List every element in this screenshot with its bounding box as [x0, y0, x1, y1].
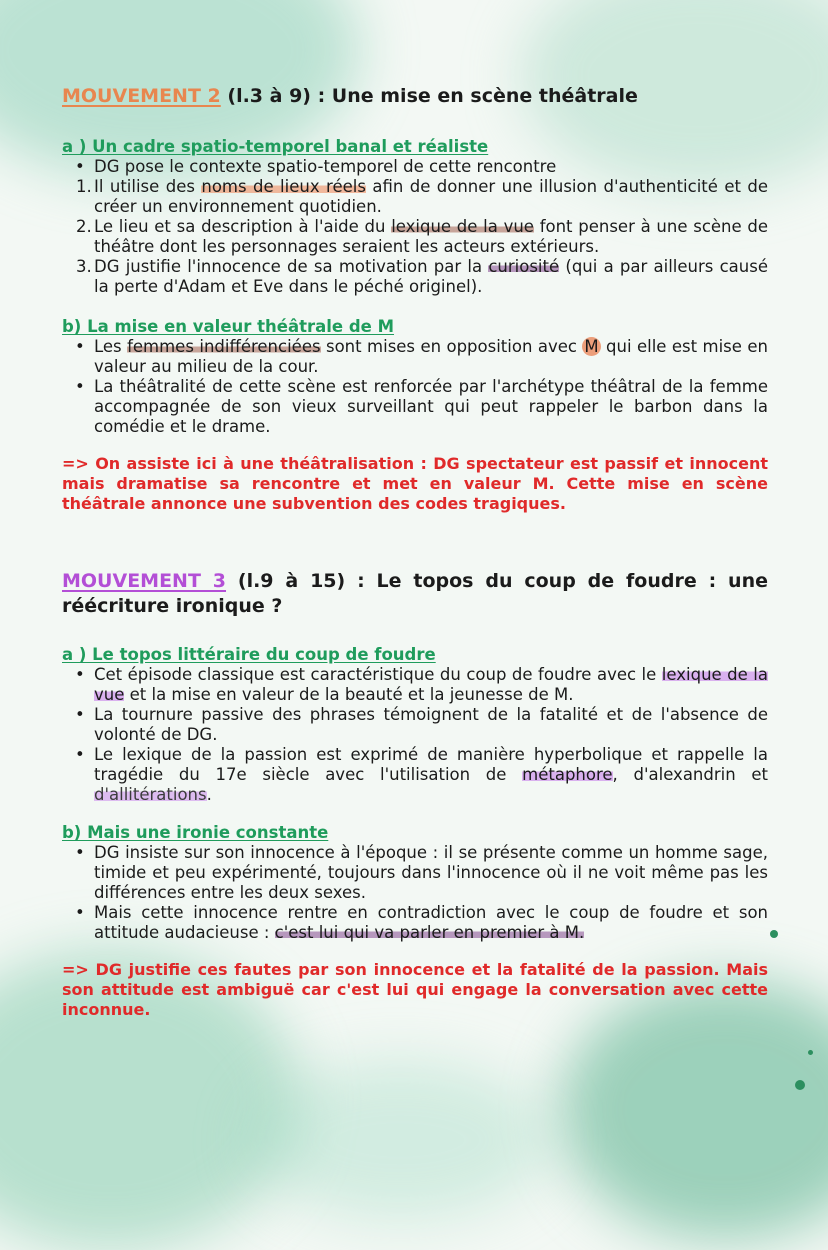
list-item: • La tournure passive des phrases témoignent de la fatalité et de l'absence de volonté de DG. — [62, 705, 768, 745]
section-2a-title: a ) Un cadre spatio-temporel banal et réaliste — [62, 137, 489, 156]
list-item: • Le lexique de la passion est exprimé de manière hyperbolique et rappelle la tragédie du 17e siècle avec l'utilisation de métaphore, d'alexandrin et d'allitérations. — [62, 745, 768, 805]
section-3b-title: b) Mais une ironie constante — [62, 823, 329, 842]
movement-2-conclusion: => On assiste ici à une théâtralisation : DG spectateur est passif et innocent mais dramatise sa rencontre et met en valeur M. Cette mise en scène théâtrale annonce une subvention des codes tragiques. — [62, 454, 768, 513]
movement-2-title — [62, 84, 768, 109]
list-item: • DG insiste sur son innocence à l'époque : il se présente comme un homme sage, timide et peu expérimenté, toujours dans l'innocence où il ne voit même pas les différences entre les deux sexes. — [62, 843, 768, 903]
highlight: femmes indifférenciées — [127, 337, 321, 356]
highlight: M — [584, 337, 599, 356]
highlight: lexique de la vue — [94, 665, 768, 704]
movement-2-label: MOUVEMENT 2 — [62, 85, 221, 107]
list-item: • DG pose le contexte spatio-temporel de cette rencontre — [62, 157, 768, 177]
highlight: c'est lui qui va parler en premier à M. — [274, 923, 585, 942]
section-3a-title: a ) Le topos littéraire du coup de foudre — [62, 645, 436, 664]
section-2a — [62, 137, 768, 297]
list-item: • La théâtralité de cette scène est renforcée par l'archétype théâtral de la femme accompagnée de son vieux surveillant qui peut rappeler le barbon dans la comédie et le drame. — [62, 377, 768, 437]
highlight: curiosité — [488, 257, 560, 276]
movement-3-title — [62, 569, 768, 619]
highlight: métaphore — [522, 765, 613, 784]
list-item: 3. DG justifie l'innocence de sa motivation par la curiosité (qui a par ailleurs causé la perte d'Adam et Eve dans le péché originel). — [76, 257, 768, 296]
list-item: 2. Le lieu et sa description à l'aide du lexique de la vue font penser à une scène de théâtre dont les personnages seraient les acteurs extérieurs. — [76, 217, 769, 256]
movement-3-subtitle: (l.9 à 15) : Le topos du coup de foudre : une réécriture ironique ? — [62, 570, 768, 617]
section-2b — [62, 317, 768, 437]
list-item: • Mais cette innocence rentre en contradiction avec le coup de foudre et son attitude audacieuse : c'est lui qui va parler en premier à M. — [62, 903, 768, 943]
highlight: lexique de la vue — [391, 217, 534, 236]
movement-3-conclusion: => DG justifie ces fautes par son innocence et la fatalité de la passion. Mais son attitude est ambiguë car c'est lui qui engage la conversation avec cette inconnue. — [62, 960, 768, 1019]
section-3a — [62, 645, 768, 805]
movement-3-label: MOUVEMENT 3 — [62, 570, 227, 592]
list-item: 1. Il utilise des noms de lieux réels afin de donner une illusion d'authenticité et de créer un environnement quotidien. — [76, 177, 769, 216]
section-2b-title: b) La mise en valeur théâtrale de M — [62, 317, 395, 336]
list-item: • Les femmes indifférenciées sont mises en opposition avec M qui elle est mise en valeur au milieu de la cour. — [62, 337, 768, 377]
section-3b — [62, 823, 768, 943]
list-item: • Cet épisode classique est caractéristique du coup de foudre avec le lexique de la vue et la mise en valeur de la beauté et la jeunesse de M. — [62, 665, 768, 705]
highlight: d'allitérations — [94, 785, 207, 804]
highlight: noms de lieux réels — [201, 177, 366, 196]
movement-2-subtitle: (l.3 à 9) : Une mise en scène théâtrale — [220, 85, 638, 107]
